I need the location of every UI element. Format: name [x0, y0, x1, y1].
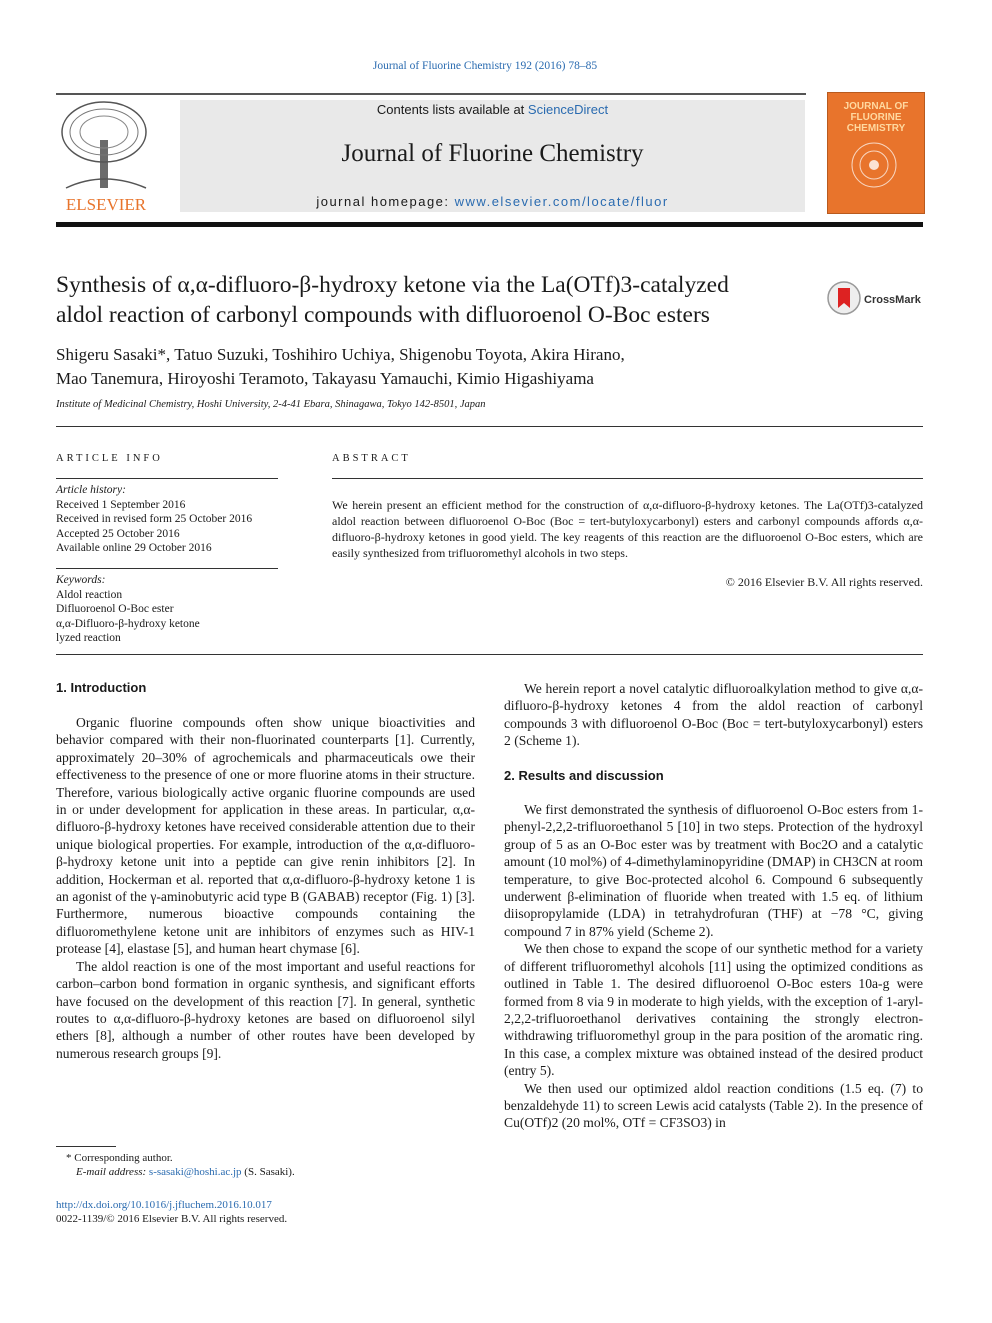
keyword-item: lyzed reaction [56, 632, 121, 644]
affiliation: Institute of Medicinal Chemistry, Hoshi University, 2-4-41 Ebara, Shinagawa, Tokyo 142-8501, Japan [56, 399, 486, 410]
right-column-text [504, 680, 923, 1132]
email-link[interactable]: s-sasaki@hoshi.ac.jp [148, 1166, 242, 1178]
footnote-rule [56, 1146, 116, 1147]
left-column-text [56, 714, 475, 1062]
article-title-line-2: aldol reaction of carbonyl compounds with difluoroenol O-Boc esters [56, 302, 710, 328]
abstract-rule [332, 478, 923, 479]
results-paragraph-1: We first demonstrated the synthesis of difluoroenol O-Boc esters from 1-phenyl-2,2,2-trifluoroethanol 5 [10] in two steps. Protection of the hydroxyl group of 5 as an O-Boc ester was by treatment with Boc2O and a catalytic amount (10 mol%) of 4-dimethylaminopyridine (DMAP) in CH3CN at room temperature, to give Boc-protected alcohol 6. Compound 6 subsequently underwent β-elimination of fluoride when treated with 1.5 eq. of lithium diisopropylamide (LDA) in tetrahydrofuran (THF) at −78 °C, giving compound 7 in 87% yield (Scheme 2). [504, 802, 923, 939]
sciencedirect-link[interactable]: ScienceDirect [527, 102, 609, 117]
article-history [56, 483, 286, 556]
results-paragraph-2: We then chose to expand the scope of our synthetic method for a variety of different trifluoromethyl alcohols [11] using the optimized conditions as outlined in Table 1. The desired difluoroenol O-Boc esters 10a-g were formed from 8 via 9 in moderate to high yields, with the exception of 1-aryl-2,2,2-trifluoroethanol derivatives containing the strongly electron-withdrawing trifluoromethyl group in the para position of the aromatic ring. In this case, a complex mixture was obtained instead of the desired product (entry 5). [504, 941, 923, 1079]
author-list [56, 343, 816, 391]
affil-rule [56, 426, 923, 427]
cover-title: JOURNAL OF FLUORINE CHEMISTRY [843, 101, 909, 134]
homepage-link[interactable]: www.elsevier.com/locate/fluor [454, 194, 669, 209]
contents-line [180, 102, 805, 117]
results-paragraph-3: We then used our optimized aldol reaction conditions (1.5 eq. (7) to benzaldehyde 11) to screen Lewis acid catalysts (Table 2). In the presence of Cu(OTf)2 (20 mol%, OTf = CF3SO3) in [504, 1080, 923, 1131]
email-line [66, 1165, 476, 1179]
elsevier-logo [56, 100, 156, 214]
homepage-prefix: journal homepage: [316, 194, 455, 209]
keyword-item: Difluoroenol O-Boc ester [56, 603, 174, 615]
section-heading-results: 2. Results and discussion [504, 767, 664, 783]
abstract-text: We herein present an efficient method for the construction of α,α-difluoro-β-hydroxy ketones. The La(OTf)3-catalyzed aldol reaction between difluoroenol O-Boc (Boc = tert-butyloxycarbonyl) esters and carbonyl compounds affords α,α-difluoro-β-hydroxy ketones in good yield. The key reagents of this reaction are the difluoroenol O-Boc esters, which are easily synthesized from trifluoromethyl alcohols in two steps. [332, 498, 923, 560]
abstract-bottom-rule [56, 654, 923, 655]
abstract-copyright: © 2016 Elsevier B.V. All rights reserved. [725, 575, 923, 589]
corresponding-author-note: * Corresponding author. [66, 1152, 173, 1164]
section-heading-introduction: 1. Introduction [56, 680, 147, 695]
email-label: E-mail address: [76, 1166, 149, 1178]
keywords-rule [56, 568, 278, 569]
history-label: Article history: [56, 484, 126, 496]
intro-paragraph-1: Organic fluorine compounds often show unique bioactivities and behavior compared with their non-fluorinated counterparts [1]. Currently, approximately 20–30% of agrochemicals and pharmaceuticals owe their effectiveness to the presence of one or more fluorine atoms in their structure. Therefore, various biologically active organic fluorine compounds are used in or under development for application in these areas. In particular, α,α-difluoro-β-hydroxy ketones have received considerable attention due to their unique biological properties. For example, introduction of the α,α-difluoro-β-hydroxy ketone unit into a peptide can give renin inhibitors [2]. In addition, Hockerman et al. reported that α,α-difluoro-β-hydroxy ketone 1 is an agonist of the γ-aminobutyric acid type B (GABAB) receptor (Fig. 1) [3]. Furthermore, numerous bioactive compounds containing the difluoromethylene ketone unit are inhibitors of enzymes such as HIV-1 protease [4], elastase [5], and human heart chymase [6]. [56, 715, 475, 957]
article-info-heading: ARTICLE INFO [56, 453, 163, 464]
article-title-line-1: Synthesis of α,α-difluoro-β-hydroxy ketone via the La(OTf)3-catalyzed [56, 272, 729, 298]
issn-line: 0022-1139/© 2016 Elsevier B.V. All rights reserved. [56, 1213, 288, 1225]
crossmark-label: CrossMark [864, 294, 921, 306]
article-info-rule [56, 478, 278, 479]
keywords-label: Keywords: [56, 574, 106, 586]
intro-paragraph-3: We herein report a novel catalytic difluoroalkylation method to give α,α-difluoro-β-hydroxy ketones 4 from the aldol reaction of carbonyl compounds 3 with difluoroenol O-Boc (Boc = tert-butyloxycarbonyl) esters 2 (Scheme 1). [504, 681, 923, 749]
journal-title: Journal of Fluorine Chemistry [341, 140, 644, 167]
intro-paragraph-2: The aldol reaction is one of the most important and useful reactions for carbon–carbon bond formation in organic synthesis, and significant efforts have focused on the development of this reaction [7]. In general, synthetic routes to α,α-difluoro-β-hydroxy ketones are based on difluoroenol silyl ethers [8], although a number of other routes have been developed by numerous research groups [9]. [56, 958, 475, 1061]
journal-cover-image [827, 92, 925, 214]
keyword-item: α,α-Difluoro-β-hydroxy ketone [56, 617, 200, 630]
doi-block [56, 1198, 476, 1226]
keyword-item: Aldol reaction [56, 588, 123, 601]
author-line-2: Mao Tanemura, Hiroyoshi Teramoto, Takayasu Yamauchi, Kimio Higashiyama [56, 369, 594, 388]
author-line-1: Shigeru Sasaki*, Tatuo Suzuki, Toshihiro Uchiya, Shigenobu Toyota, Akira Hirano, [56, 345, 625, 364]
abstract-heading: ABSTRACT [332, 453, 411, 464]
elsevier-wordmark: ELSEVIER [65, 195, 147, 214]
history-item: Accepted 25 October 2016 [56, 527, 180, 540]
doi-link[interactable]: http://dx.doi.org/10.1016/j.jfluchem.2016.10.017 [56, 1199, 272, 1211]
history-item: Received in revised form 25 October 2016 [56, 513, 253, 525]
header-bottom-rule [56, 222, 923, 227]
header-top-rule [56, 93, 806, 95]
history-item: Received 1 September 2016 [56, 498, 186, 511]
journal-citation[interactable]: Journal of Fluorine Chemistry 192 (2016) 78–85 [372, 60, 598, 72]
history-item: Available online 29 October 2016 [56, 542, 212, 554]
keywords [56, 573, 286, 646]
footnotes [66, 1151, 476, 1179]
article-title [56, 270, 816, 330]
atom-icon [828, 93, 924, 213]
contents-prefix: Contents lists available at [376, 102, 528, 117]
elsevier-tree-icon [56, 100, 156, 214]
homepage-line [180, 194, 805, 209]
crossmark-button[interactable] [826, 280, 926, 320]
email-suffix: (S. Sasaki). [241, 1166, 295, 1178]
